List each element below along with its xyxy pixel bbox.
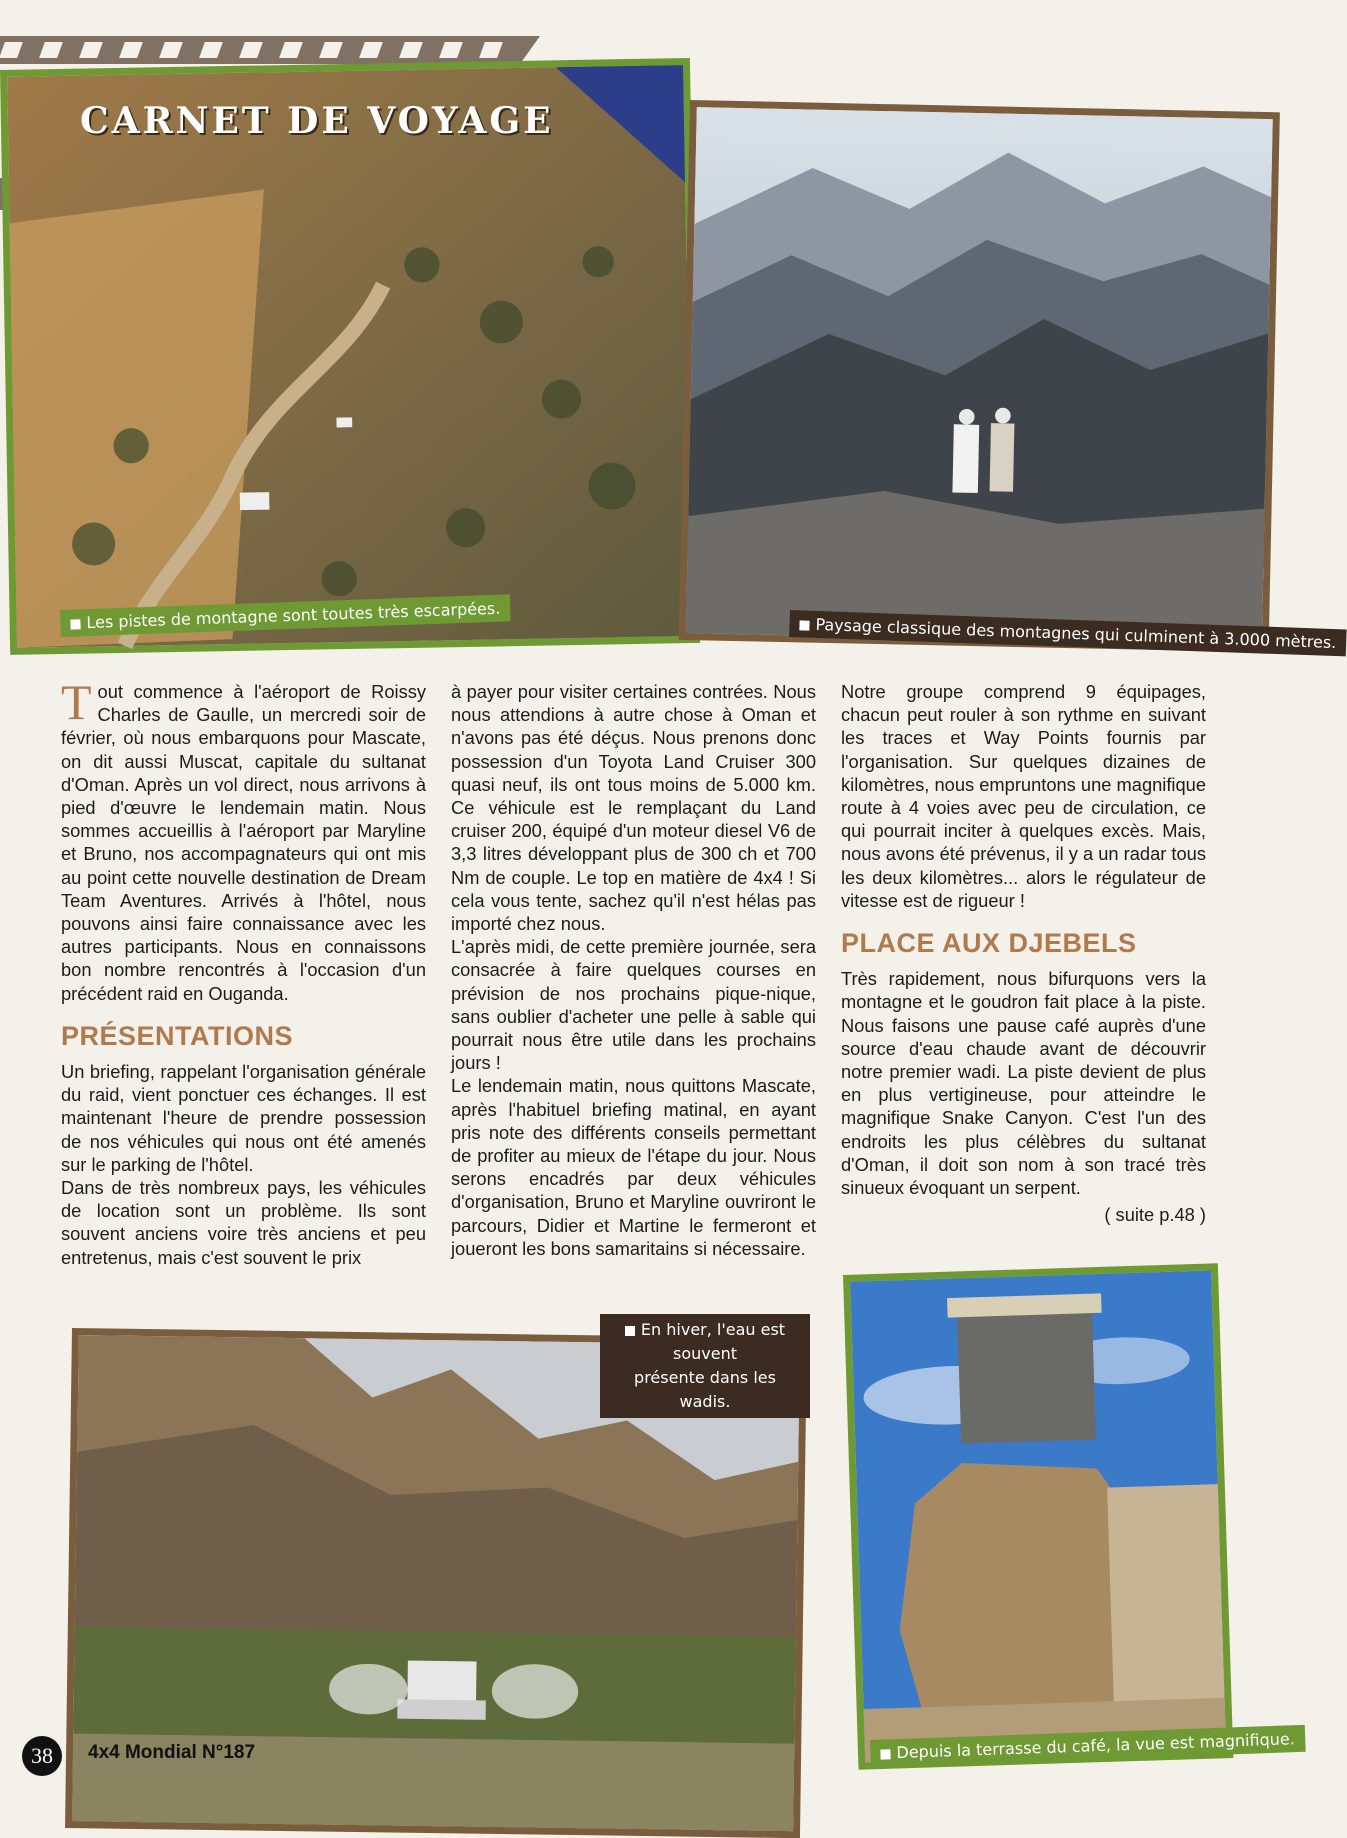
caption-rock-cafe: Depuis la terrasse du café, la vue est magnifique.	[870, 1725, 1305, 1767]
paragraph: out commence à l'aéroport de Roissy Charles de Gaulle, un mercredi soir de février, où nous embarquons pour Mascate, on dit aussi Muscat, capitale du sultanat d'Oman. Après un vol direct, nous arrivons à pied d'œuvre le lendemain matin. Nous sommes accueillis à l'aéroport par Maryline et Bruno, nos accompagnateurs qui ont mis au point cette nouvelle destination de Dream Team Aventures. Arrivés à l'hôtel, nous pouvons ainsi faire connaissance avec les autres participants. Nous en connaissons bon nombre rencontrés à l'occasion d'un précédent raid en Ouganda.	[61, 681, 426, 1004]
paragraph: L'après midi, de cette première journée, sera consacrée à faire quelques courses en prévision de nos prochains pique-nique, sans oublier d'acheter une pelle à sable qui pourrait nous être utile dans les prochains jours !	[451, 936, 816, 1074]
continued-note: ( suite p.48 )	[1104, 1204, 1206, 1226]
article-column-1	[61, 674, 426, 1269]
paragraph: Le lendemain matin, nous quittons Mascate, après l'habituel briefing matinal, en ayant pris note des différents conseils permettant de profiter au mieux de l'étape du jour. Nous serons encadrés par deux véhicules d'organisation, Bruno et Maryline ouvriront le parcours, Didier et Martine le fermeront et joueront les bons samaritains si nécessaire.	[451, 1075, 816, 1259]
magazine-name: 4x4 Mondial N°187	[88, 1742, 256, 1763]
photo-mountain-landscape	[679, 100, 1280, 652]
article-column-2	[451, 680, 816, 1260]
section-heading-djebels: PLACE AUX DJEBELS	[841, 928, 1137, 959]
article-column-3	[841, 680, 1206, 1226]
paragraph: Dans de très nombreux pays, les véhicules de location sont un problème. Ils sont souvent anciens voire très anciens et peu entretenus, mais c'est souvent le prix	[61, 1177, 426, 1268]
photo-mountain-track	[0, 58, 700, 655]
square-bullet-icon	[880, 1749, 890, 1759]
paragraph: à payer pour visiter certaines contrées. Nous nous attendions à autre chose à Oman et n'avons pas été déçus. Nous prenons donc possession d'un Toyota Land Cruiser 300 quasi neuf, ils ont tous moins de 5.000 km. Ce véhicule est le remplaçant du Land cruiser 200, équipé d'un moteur diesel V6 de 3,3 litres développant plus de 300 ch et 700 Nm de couple. Le top en matière de 4x4 ! Si cela vous tente, sachez qu'il n'est hélas pas importé chez nous.	[451, 681, 816, 935]
square-bullet-icon	[70, 619, 80, 629]
caption-mountain-track: Les pistes de montagne sont toutes très escarpées.	[60, 594, 511, 637]
drop-cap: T	[61, 674, 92, 730]
square-bullet-icon	[625, 1326, 635, 1336]
square-bullet-icon	[799, 620, 809, 630]
paragraph: Notre groupe comprend 9 équipages, chacun peut rouler à son rythme en suivant les traces et Way Points fournis par l'organisation. Sur quelques dizaines de kilomètres, nous empruntons une magnifique route à 4 voies avec peu de circulation, ce qui pourrait inciter à quelques excès. Mais, nous avons été prévenus, il y a un radar tous les deux kilomètres... alors le régulateur de vitesse est de rigueur !	[841, 681, 1206, 911]
paragraph: Très rapidement, nous bifurquons vers la montagne et le goudron fait place à la piste. Nous faisons une pause café auprès d'une source d'eau chaude avant de découvrir notre premier wadi. La piste devient de plus en plus vertigineuse, pour atteindre le magnifique Snake Canyon. C'est l'un des endroits les plus célèbres du sultanat d'Oman, il doit son nom à son tracé très sinueux évoquant un serpent.	[841, 968, 1206, 1199]
page-number: 38	[22, 1736, 62, 1776]
paragraph: Un briefing, rappelant l'organisation générale du raid, vient ponctuer ces échanges. Il est maintenant l'heure de prendre possession de nos véhicules qui nous ont été amenés sur le parking de l'hôtel.	[61, 1061, 426, 1175]
section-title: CARNET DE VOYAGE	[80, 100, 554, 142]
caption-wadi: En hiver, l'eau est souvent présente dans les wadis.	[600, 1314, 810, 1418]
section-heading-presentations: PRÉSENTATIONS	[61, 1020, 294, 1051]
caption-mountain-landscape: Paysage classique des montagnes qui culminent à 3.000 mètres.	[789, 610, 1347, 656]
photo-rock-cafe	[843, 1263, 1233, 1770]
